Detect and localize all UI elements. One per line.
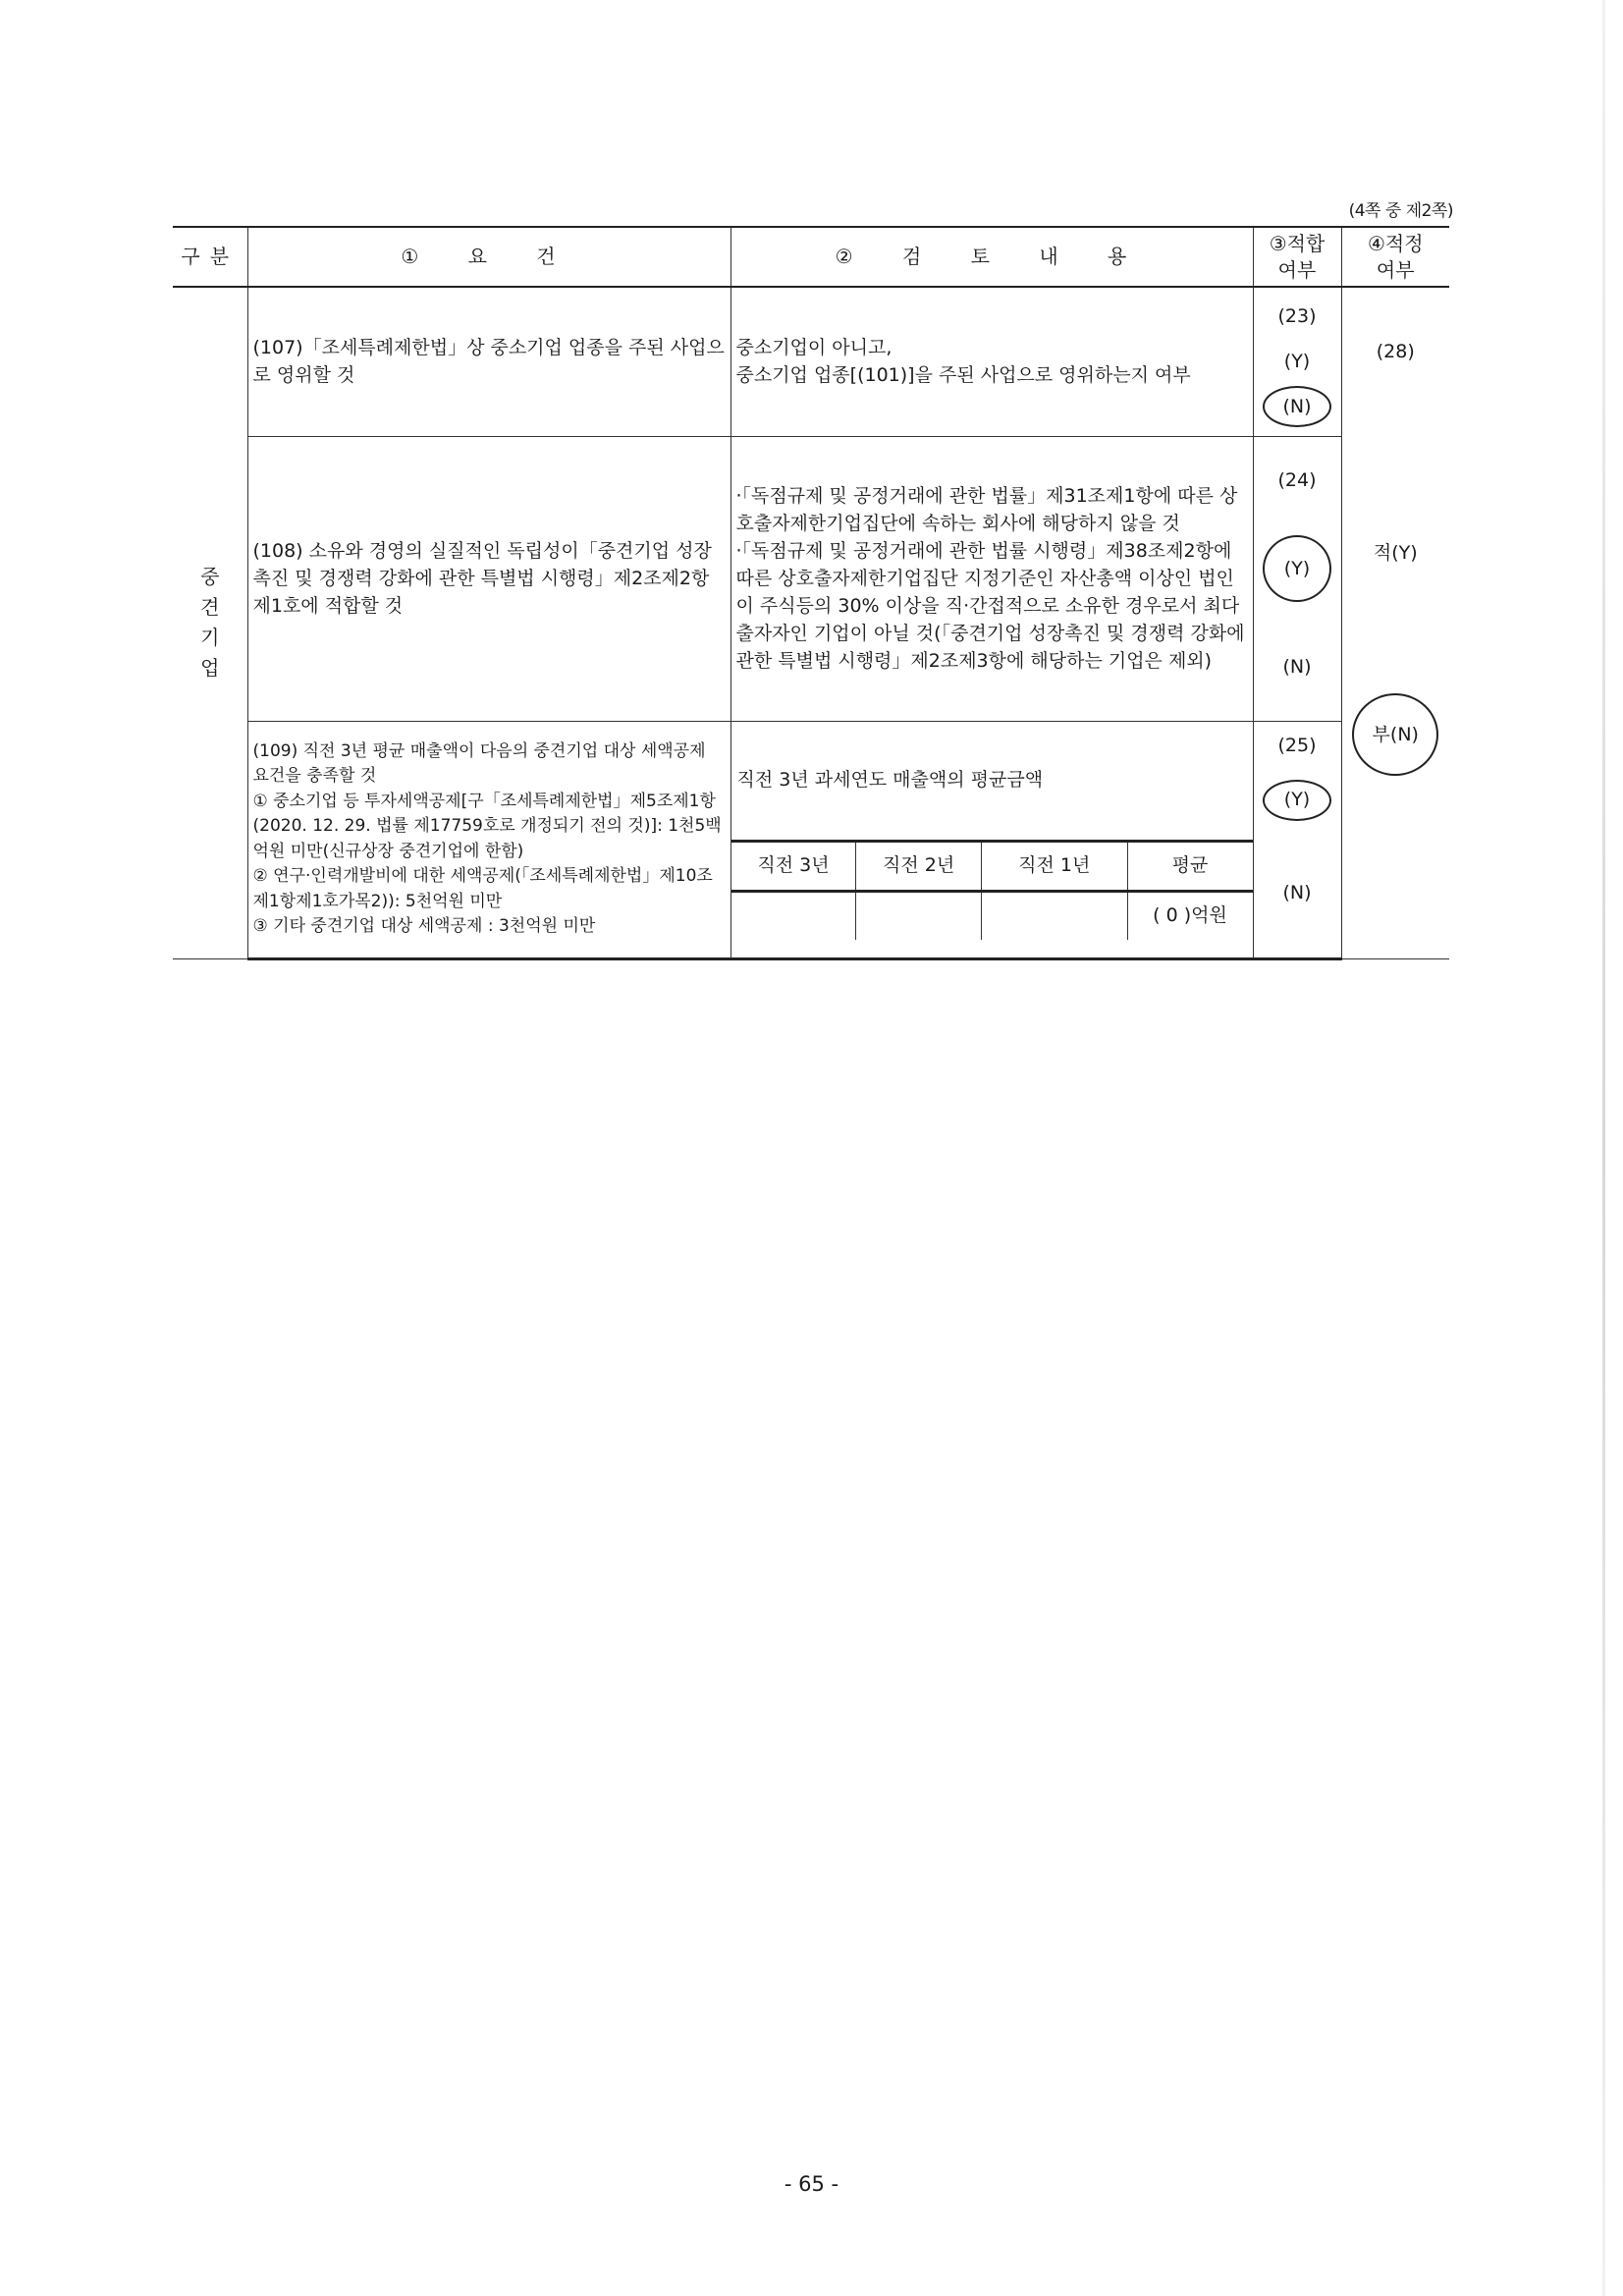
requirement-109 [247,721,730,958]
review-107 [730,287,1253,436]
header-fit-line2: 여부 [1277,257,1317,282]
proper-check [1341,287,1449,958]
header-proper [1341,227,1449,287]
table-row-108 [173,436,1449,721]
header-fit [1253,227,1341,287]
fit-107-yes[interactable]: (Y) [1283,351,1311,373]
selection-circle-mark [1263,535,1331,602]
table-header-row [173,227,1449,287]
proper-no[interactable]: 부(N) [1342,690,1450,779]
fit-108-no[interactable]: (N) [1282,655,1312,678]
sales-average-table [731,722,1253,940]
review-108-item1: ·「독점규제 및 공정거래에 관한 법률」제31조제1항에 따른 상호출자제한기업집단에 속하는 회사에 해당하지 않을 것 [735,484,1238,534]
fit-check-108 [1253,436,1341,721]
mid-size-company-review-table [173,226,1449,960]
value-3-years-ago[interactable] [731,891,856,940]
header-review: ② 검 토 내 용 [730,227,1253,287]
review-109-text: 직전 3년 과세연도 매출액의 평균금액 [731,722,1253,842]
requirement-109-item3: ③ 기타 중견기업 대상 세액공제 : 3천억원 미만 [252,916,596,936]
page-number: - 65 - [784,2172,839,2196]
review-108 [730,436,1253,721]
fit-107-number: (23) [1277,305,1317,328]
fit-109-no[interactable]: (N) [1282,882,1312,904]
col-1-year-ago: 직전 1년 [981,841,1127,891]
requirement-109-intro: (109) 직전 3년 평균 매출액이 다음의 중견기업 대상 세액공제 요건을 충족할 것 [252,740,706,786]
col-3-years-ago: 직전 3년 [731,841,856,891]
fit-check-107 [1253,287,1341,436]
fit-108-yes[interactable]: (Y) [1254,519,1341,618]
section-mid-size-company: 중 견 기 업 [173,287,247,958]
value-average[interactable]: ( 0 )억원 [1127,891,1252,940]
fit-108-number: (24) [1277,468,1317,491]
value-2-years-ago[interactable] [856,891,981,940]
value-1-year-ago[interactable] [981,891,1127,940]
page-label: (4쪽 중 제2쪽) [1348,201,1453,221]
requirement-109-item1: ① 중소기업 등 투자세액공제[구「조세특례제한법」제5조제1항(2020. 12. 29. 법률 제17759호로 개정되기 전의 것)]: 1천5백억원 미만(신규상장 중견기업에 한함) [252,791,722,861]
requirement-109-item2: ② 연구·인력개발비에 대한 세액공제(「조세특례제한법」제10조제1항제1호가목2)): 5천억원 미만 [252,866,713,911]
review-107-line2: 중소기업 업종[(101)]을 주된 사업으로 영위하는지 여부 [735,364,1191,387]
proper-yes[interactable]: 적(Y) [1373,541,1418,564]
review-108-item2: ·「독점규제 및 공정거래에 관한 법률 시행령」제38조제2항에 따른 상호출자제한기업집단 지정기준인 자산총액 이상인 법인이 주식등의 30% 이상을 직·간접적으로 소유한 경우로서 최다출자자인 기업이 아닐 것(「중견기업 성장촉진 및 경쟁력 강화에 관한 특별법 시행령」제2조제3항에 해당하는 기업은 제외) [735,539,1245,673]
col-2-years-ago: 직전 2년 [856,841,981,891]
proper-number: (28) [1376,340,1415,362]
requirement-107: (107)「조세특례제한법」상 중소기업 업종을 주된 사업으로 영위할 것 [247,287,730,436]
selection-circle-mark [1352,693,1438,776]
fit-check-109 [1253,721,1341,958]
selection-circle-mark [1263,386,1331,427]
review-107-line1: 중소기업이 아니고, [735,337,893,359]
requirement-108: (108) 소유와 경영의 실질적인 독립성이「중견기업 성장촉진 및 경쟁력 강화에 관한 특별법 시행령」제2조제2항제1호에 적합할 것 [247,436,730,721]
table-row-109 [173,721,1449,958]
header-proper-line1: ④적정 [1367,231,1424,255]
header-requirement: ① 요 건 [247,227,730,287]
header-proper-line2: 여부 [1376,257,1415,282]
table-row-107 [173,287,1449,436]
col-average: 평균 [1127,841,1252,891]
fit-109-number: (25) [1277,735,1317,757]
header-gubun: 구분 [173,227,247,287]
fit-109-yes[interactable]: (Y) [1254,771,1341,830]
review-109 [730,721,1253,958]
header-fit-line1: ③적합 [1269,231,1325,255]
fit-107-no[interactable]: (N) [1254,384,1341,429]
scan-edge-shadow [1602,0,1605,2296]
selection-circle-mark [1263,780,1331,821]
